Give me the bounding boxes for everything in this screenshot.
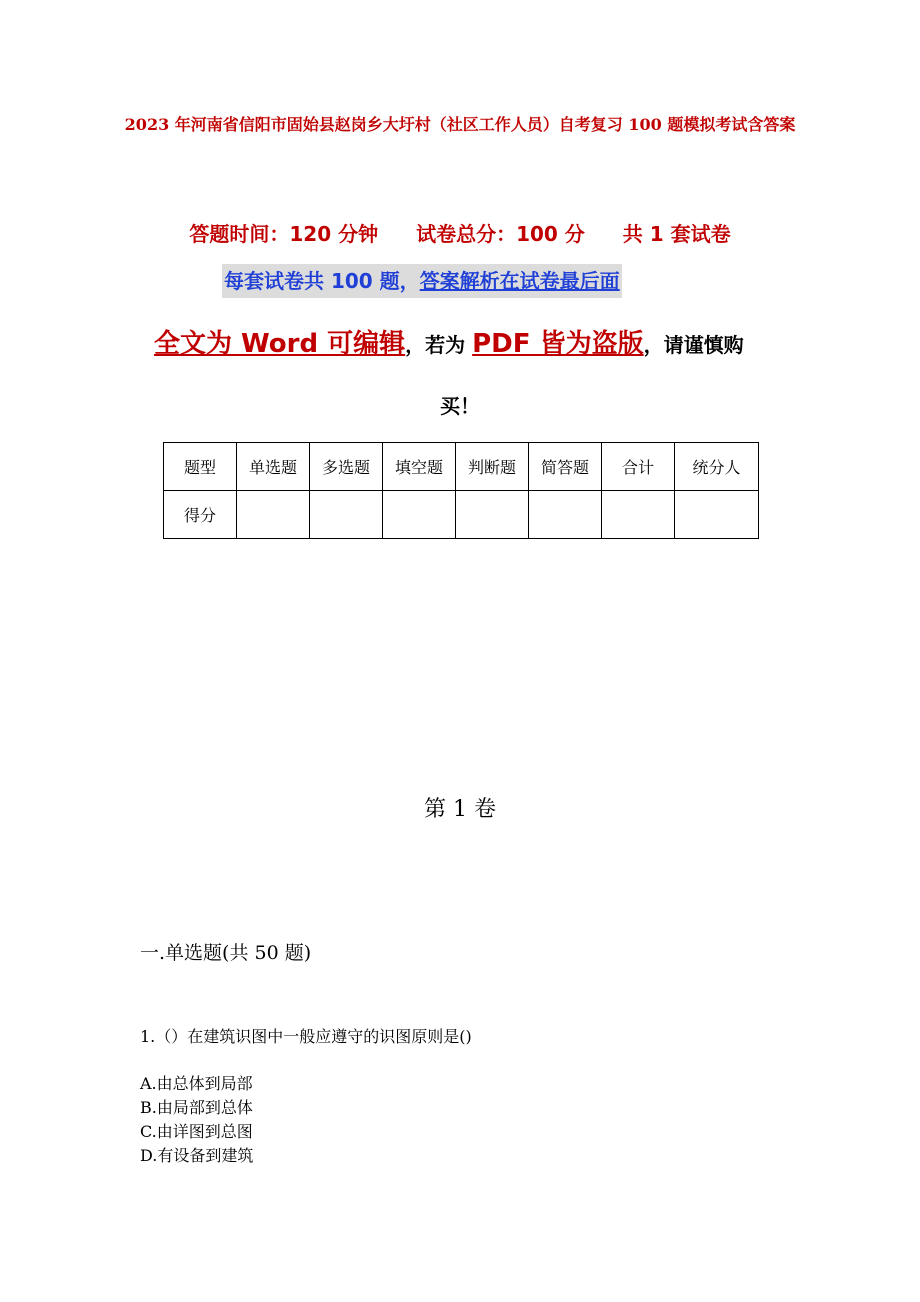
- option-a: A.由总体到局部: [140, 1074, 253, 1093]
- question-text: 1.（）在建筑识图中一般应遵守的识图原则是(): [140, 1027, 472, 1046]
- score-cell: [675, 491, 759, 539]
- question-count-notice: 每套试卷共 100 题，: [224, 269, 420, 293]
- piracy-warning: [154, 326, 744, 365]
- score-cell: [237, 491, 310, 539]
- score-table: [163, 442, 759, 539]
- pdf-piracy-text: PDF 皆为盗版: [472, 329, 644, 359]
- score-cell: [310, 491, 383, 539]
- header-cell-single-choice: 单选题: [237, 443, 310, 491]
- volume-title: 第 1 卷: [424, 797, 496, 822]
- option-d: D.有设备到建筑: [140, 1146, 254, 1165]
- score-cell: [383, 491, 456, 539]
- word-editable-text: 全文为 Word 可编辑: [154, 329, 406, 359]
- warning-connector-text: ，若为: [405, 333, 473, 357]
- exam-time: 答题时间：120 分钟: [189, 222, 379, 246]
- exam-info-line: [0, 218, 920, 247]
- header-cell-true-false: 判断题: [456, 443, 529, 491]
- row-label-score: 得分: [164, 491, 237, 539]
- option-c: C.由详图到总图: [140, 1122, 253, 1141]
- header-cell-total: 合计: [602, 443, 675, 491]
- section-title: 一.单选题(共 50 题): [140, 942, 312, 964]
- option-b: B.由局部到总体: [140, 1098, 253, 1117]
- score-table-header-row: [164, 443, 759, 491]
- header-cell-short-answer: 简答题: [529, 443, 602, 491]
- caution-text-continued: 买！: [440, 394, 480, 418]
- caution-text: ，请谨慎购: [643, 333, 744, 357]
- header-cell-scorer: 统分人: [675, 443, 759, 491]
- score-cell: [602, 491, 675, 539]
- answer-location-notice: 答案解析在试卷最后面: [419, 269, 620, 293]
- document-title: 2023 年河南省信阳市固始县赵岗乡大圩村（社区工作人员）自考复习 100 题模拟考试含答案: [124, 115, 796, 134]
- header-cell-fill-blank: 填空题: [383, 443, 456, 491]
- header-cell-type: 题型: [164, 443, 237, 491]
- score-cell: [529, 491, 602, 539]
- answer-notice: [222, 264, 622, 298]
- exam-total-score: 试卷总分：100 分: [416, 222, 585, 246]
- score-cell: [456, 491, 529, 539]
- score-table-score-row: [164, 491, 759, 539]
- exam-set-count: 共 1 套试卷: [622, 222, 731, 246]
- header-cell-multiple-choice: 多选题: [310, 443, 383, 491]
- question-options: [140, 1072, 253, 1168]
